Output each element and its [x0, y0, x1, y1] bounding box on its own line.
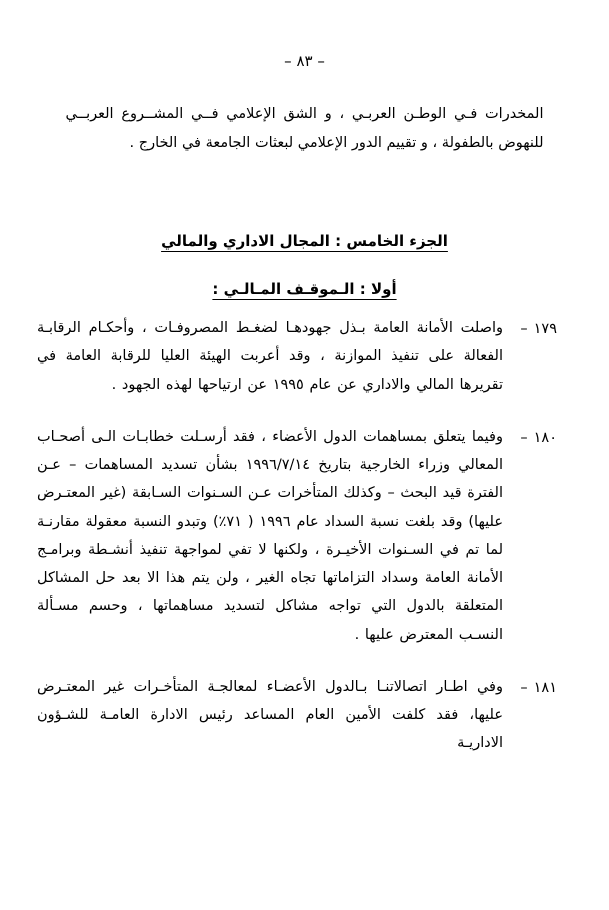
subsection-title: أولا : الـموقـف المـالـي : [212, 280, 397, 298]
paragraph-number-value: ١٨٠ [533, 429, 557, 446]
numbered-paragraph [37, 314, 557, 399]
paragraph-number [503, 673, 557, 758]
paragraph-text: وفيما يتعلق بمساهمات الدول الأعضاء ، فقد أرسـلت خطابـات الـى أصحـاب المعالي وزراء الخارجية بتاريخ ١٩٩٦/٧/١٤ بشأن تسديد المساهمات – عـن الفترة قيد البحث – وكذلك المتأخرات عـن السـنوات السـابقة (غير المعتـرض عليها) وقد بلغت نسبة السداد عام ١٩٩٦ ( ٧١٪) وتبدو النسبة معقولة مقارنـة لما تم في السـنوات الأخيـرة ، ولكنها لا تفي لمواجهة تنفيذ أنشـطة وبرامـج الأمانة العامة وسداد التزاماتها تجاه الغير ، ولن يتم هذا الا بعد حل المشاكل المتعلقة بالدول التي تواجه مشاكل لتسديد مساهماتها ، وحسم مسـألة النسـب المعترض عليها . [37, 428, 503, 643]
paragraph-text: وفي اطـار اتصالاتنـا بـالدول الأعضـاء لمعالجـة المتأخـرات غير المعتـرض عليها، فقد كلفت الأمين العام المساعد رئيس الادارة العامـة للشـؤون الاداريـة [37, 678, 503, 752]
paragraph-number-value: ١٧٩ [533, 321, 557, 337]
page-number: – ٨٣ – [284, 52, 325, 70]
numbered-paragraph [37, 423, 557, 649]
paragraph-number-value: ١٨١ [533, 679, 557, 696]
paragraph-number-dash: – [520, 679, 528, 696]
paragraph-number [503, 423, 557, 649]
numbered-paragraph [37, 673, 557, 758]
paragraph-text: واصلت الأمانة العامة بـذل جهودهـا لضغـط المصروفـات ، وأحكـام الرقابـة الفعالة على تنفيذ الموازنة ، وقد أعربت الهيئة العليا للرقابة العامة في تقريرها المالي والاداري عن عام ١٩٩٥ عن ارتياحها لهذه الجهود . [37, 320, 503, 393]
intro-paragraph: المخدرات فـي الوطـن العربـي ، و الشق الإعلامي فــي المشــروع العربــي للنهوض بالطفولة ، و تقييم الدور الإعلامي لبعثات الجامعة في الخارج . [65, 106, 544, 151]
paragraph-number [503, 314, 557, 399]
section-title: الجزء الخامس : المجال الاداري والمالي [161, 232, 448, 250]
paragraph-number-dash: – [520, 321, 528, 337]
paragraph-number-dash: – [520, 429, 528, 446]
